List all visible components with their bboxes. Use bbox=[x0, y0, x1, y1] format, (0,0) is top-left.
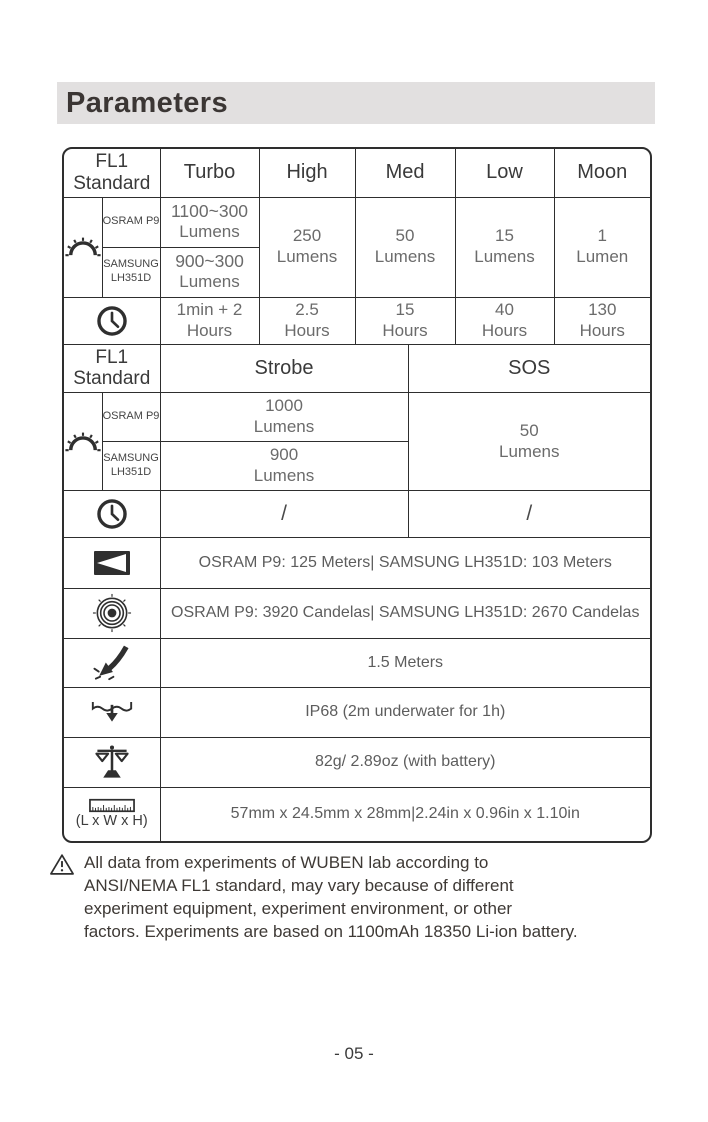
weight-icon-cell bbox=[64, 737, 160, 787]
runtime-moon bbox=[554, 297, 650, 344]
page-title: Parameters bbox=[66, 86, 228, 119]
high-unit: Lumens bbox=[276, 247, 338, 266]
impact-resistance-icon-cell bbox=[64, 638, 160, 687]
footnote-line-3: experiment equipment, experiment environment, or other bbox=[84, 899, 513, 918]
moon-unit: Lumen bbox=[576, 247, 629, 266]
strobe-samsung-value: 900 bbox=[269, 445, 299, 465]
med-value: 50 bbox=[395, 226, 415, 246]
footnote-line-1: All data from experiments of WUBEN lab according to bbox=[84, 853, 489, 872]
brightness-row-osram bbox=[64, 197, 650, 247]
ruler-icon bbox=[89, 798, 135, 813]
turbo-osram-value: 1100~300 bbox=[170, 200, 249, 221]
sos-unit: Lumens bbox=[499, 441, 560, 461]
mode-header-med: Med bbox=[355, 149, 455, 197]
spec-row-peak-intensity bbox=[64, 588, 650, 638]
beam-distance-icon-cell bbox=[64, 538, 160, 588]
runtime-row bbox=[64, 297, 650, 344]
turbo-samsung-value: 900~300 bbox=[175, 250, 244, 271]
brightness-icon-cell-2 bbox=[64, 393, 102, 491]
runtime-high-value: 2.5 bbox=[295, 299, 319, 319]
turbo-osram-unit: Lumens bbox=[179, 222, 240, 242]
waterproof-icon-cell bbox=[64, 687, 160, 737]
waterproof-text: IP68 (2m underwater for 1h) bbox=[160, 687, 650, 737]
moon-lumens bbox=[554, 197, 650, 297]
runtime-med-value: 15 bbox=[395, 299, 415, 319]
blink-modes-table bbox=[64, 345, 650, 539]
fl1-standard-header: FL1 Standard bbox=[64, 149, 160, 197]
mode-header-low: Low bbox=[455, 149, 554, 197]
led-label-osram-2: OSRAM P9 bbox=[102, 393, 160, 442]
runtime-moon-unit: Hours bbox=[579, 320, 625, 340]
runtime-high bbox=[259, 297, 355, 344]
strobe-osram-value: 1000 bbox=[265, 396, 303, 416]
spec-row-dimensions bbox=[64, 787, 650, 841]
footnote-line-2: ANSI/NEMA FL1 standard, may vary because of different bbox=[84, 876, 514, 895]
blink-header-row bbox=[64, 345, 650, 393]
dimensions-axes-label: (L x W x H) bbox=[75, 813, 148, 830]
mode-header-turbo: Turbo bbox=[160, 149, 259, 197]
blink-brightness-row-osram bbox=[64, 393, 650, 442]
runtime-low-value: 40 bbox=[495, 299, 514, 319]
waterproof-icon bbox=[89, 699, 135, 726]
runtime-low bbox=[455, 297, 554, 344]
weight-icon bbox=[92, 744, 132, 781]
section-title-band bbox=[57, 82, 655, 124]
mode-header-sos: SOS bbox=[408, 345, 650, 393]
strobe-samsung-lumens bbox=[160, 442, 408, 491]
brightness-icon-cell bbox=[64, 197, 102, 297]
turbo-samsung-lumens bbox=[160, 247, 259, 297]
med-lumens bbox=[355, 197, 455, 297]
spec-row-weight bbox=[64, 737, 650, 787]
brightness-icon bbox=[65, 429, 101, 455]
peak-intensity-icon bbox=[92, 593, 132, 633]
clock-icon bbox=[95, 304, 129, 338]
impact-resistance-icon bbox=[90, 644, 134, 682]
blink-runtime-row bbox=[64, 491, 650, 538]
low-unit: Lumens bbox=[474, 247, 535, 266]
mode-header-strobe: Strobe bbox=[160, 345, 408, 393]
parameters-table bbox=[62, 147, 652, 843]
strobe-samsung-unit: Lumens bbox=[253, 466, 315, 485]
runtime-med bbox=[355, 297, 455, 344]
low-value: 15 bbox=[495, 226, 514, 246]
strobe-osram-unit: Lumens bbox=[253, 417, 315, 436]
spec-row-impact-resistance bbox=[64, 638, 650, 687]
strobe-osram-lumens bbox=[160, 393, 408, 442]
warning-icon bbox=[49, 853, 75, 943]
beam-distance-text: OSRAM P9: 125 Meters| SAMSUNG LH351D: 103 Meters bbox=[160, 538, 650, 588]
impact-resistance-text: 1.5 Meters bbox=[160, 638, 650, 687]
runtime-moon-value: 130 bbox=[588, 299, 617, 319]
mode-header-high: High bbox=[259, 149, 355, 197]
beam-distance-icon bbox=[92, 549, 132, 577]
high-value: 250 bbox=[292, 226, 322, 246]
runtime-high-unit: Hours bbox=[284, 320, 330, 340]
led-label-samsung-2: SAMSUNG LH351D bbox=[102, 442, 160, 491]
modes-table bbox=[64, 149, 650, 345]
runtime-strobe: / bbox=[160, 491, 408, 538]
runtime-turbo-unit: Hours bbox=[186, 320, 233, 340]
footnote-text bbox=[84, 851, 578, 943]
turbo-osram-lumens bbox=[160, 197, 259, 247]
footnote-line-4: factors. Experiments are based on 1100mAh 18350 Li-ion battery. bbox=[84, 922, 578, 941]
brightness-icon bbox=[65, 234, 101, 260]
sos-lumens bbox=[408, 393, 650, 491]
runtime-icon-cell-2 bbox=[64, 491, 160, 538]
high-lumens bbox=[259, 197, 355, 297]
turbo-samsung-unit: Lumens bbox=[179, 272, 240, 292]
modes-header-row bbox=[64, 149, 650, 197]
moon-value: 1 bbox=[597, 226, 607, 246]
dimensions-text: 57mm x 24.5mm x 28mm|2.24in x 0.96in x 1.10in bbox=[160, 787, 650, 841]
fl1-standard-header-2: FL1 Standard bbox=[64, 345, 160, 393]
low-lumens bbox=[455, 197, 554, 297]
runtime-turbo-value: 1min + 2 bbox=[176, 299, 243, 319]
mode-header-moon: Moon bbox=[554, 149, 650, 197]
clock-icon bbox=[95, 497, 129, 531]
page-number: - 05 - bbox=[334, 1044, 374, 1063]
weight-text: 82g/ 2.89oz (with battery) bbox=[160, 737, 650, 787]
runtime-turbo bbox=[160, 297, 259, 344]
spec-row-beam-distance bbox=[64, 538, 650, 588]
peak-intensity-text: OSRAM P9: 3920 Candelas| SAMSUNG LH351D: 2670 Candelas bbox=[160, 588, 650, 638]
spec-row-waterproof bbox=[64, 687, 650, 737]
specs-table bbox=[64, 538, 650, 841]
runtime-sos: / bbox=[408, 491, 650, 538]
med-unit: Lumens bbox=[374, 247, 436, 266]
footnote bbox=[49, 851, 655, 943]
led-label-osram: OSRAM P9 bbox=[102, 197, 160, 247]
led-label-samsung: SAMSUNG LH351D bbox=[102, 247, 160, 297]
runtime-low-unit: Hours bbox=[481, 320, 528, 340]
dimensions-icon-cell bbox=[64, 787, 160, 841]
sos-value: 50 bbox=[519, 420, 539, 440]
runtime-icon-cell bbox=[64, 297, 160, 344]
runtime-med-unit: Hours bbox=[382, 320, 428, 340]
peak-intensity-icon-cell bbox=[64, 588, 160, 638]
